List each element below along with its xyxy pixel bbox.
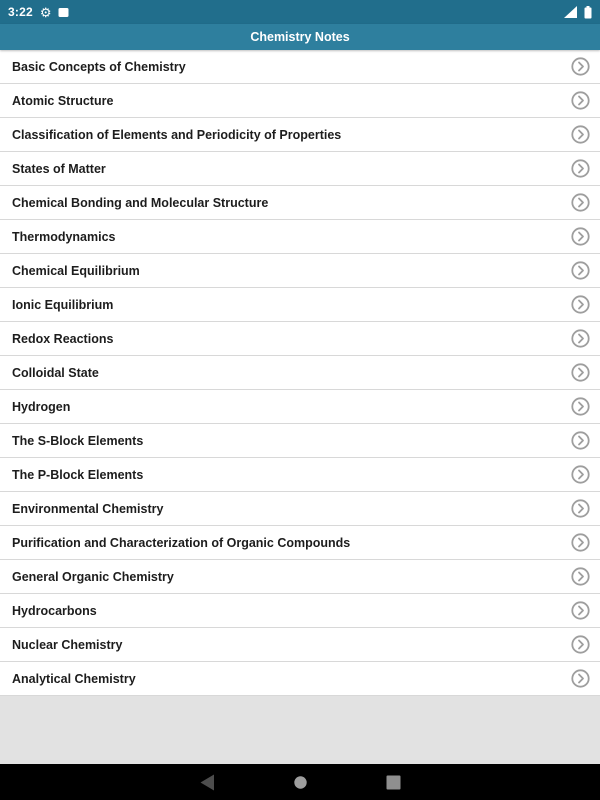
list-item-label: General Organic Chemistry <box>12 569 174 584</box>
recents-button[interactable] <box>386 775 401 790</box>
list-item-label: Chemical Bonding and Molecular Structure <box>12 195 269 210</box>
chevron-right-icon <box>571 159 590 178</box>
back-button[interactable] <box>200 774 215 791</box>
list-item[interactable] <box>0 628 600 662</box>
list-item[interactable] <box>0 254 600 288</box>
chevron-right-icon <box>571 329 590 348</box>
list-item[interactable] <box>0 288 600 322</box>
list-item[interactable] <box>0 390 600 424</box>
app-bar <box>0 24 600 50</box>
list-item-label: Chemical Equilibrium <box>12 263 140 278</box>
list-item-label: Basic Concepts of Chemistry <box>12 59 186 74</box>
chevron-right-icon <box>571 499 590 518</box>
list-item[interactable] <box>0 50 600 84</box>
list-item[interactable] <box>0 458 600 492</box>
status-bar-left <box>8 5 69 19</box>
list-item-label: The S-Block Elements <box>12 433 144 448</box>
chevron-right-icon <box>571 567 590 586</box>
chevron-right-icon <box>571 227 590 246</box>
chevron-right-icon <box>571 533 590 552</box>
list-item[interactable] <box>0 220 600 254</box>
list-item-label: Hydrogen <box>12 399 71 414</box>
list-item[interactable] <box>0 526 600 560</box>
list-item-label: The P-Block Elements <box>12 467 144 482</box>
chevron-right-icon <box>571 193 590 212</box>
content-filler <box>0 696 600 764</box>
list-item[interactable] <box>0 118 600 152</box>
nav-bar <box>0 764 600 800</box>
list-item[interactable] <box>0 492 600 526</box>
list-item-label: Ionic Equilibrium <box>12 297 114 312</box>
wifi-icon <box>564 6 577 18</box>
home-button[interactable] <box>293 775 308 790</box>
chevron-right-icon <box>571 295 590 314</box>
chevron-right-icon <box>571 57 590 76</box>
chevron-right-icon <box>571 91 590 110</box>
list-item[interactable] <box>0 560 600 594</box>
topic-list <box>0 50 600 696</box>
chevron-right-icon <box>571 601 590 620</box>
list-item[interactable] <box>0 152 600 186</box>
status-time: 3:22 <box>8 5 33 19</box>
list-item[interactable] <box>0 356 600 390</box>
list-item[interactable] <box>0 594 600 628</box>
chevron-right-icon <box>571 431 590 450</box>
list-item-label: Analytical Chemistry <box>12 671 136 686</box>
chevron-right-icon <box>571 363 590 382</box>
page-title: Chemistry Notes <box>250 30 350 44</box>
list-item[interactable] <box>0 84 600 118</box>
list-item-label: Atomic Structure <box>12 93 114 108</box>
photo-icon <box>58 7 69 18</box>
list-item-label: Nuclear Chemistry <box>12 637 123 652</box>
gear-icon: ⚙ <box>39 4 52 20</box>
list-item[interactable] <box>0 662 600 696</box>
list-item-label: Redox Reactions <box>12 331 114 346</box>
chevron-right-icon <box>571 261 590 280</box>
chevron-right-icon <box>571 397 590 416</box>
chevron-right-icon <box>571 125 590 144</box>
battery-icon <box>584 6 592 19</box>
chevron-right-icon <box>571 669 590 688</box>
list-item[interactable] <box>0 424 600 458</box>
list-item-label: States of Matter <box>12 161 106 176</box>
chevron-right-icon <box>571 465 590 484</box>
chevron-right-icon <box>571 635 590 654</box>
list-item-label: Environmental Chemistry <box>12 501 164 516</box>
status-bar-right <box>564 6 592 19</box>
list-item-label: Classification of Elements and Periodicity of Properties <box>12 127 342 142</box>
status-bar <box>0 0 600 24</box>
list-item[interactable] <box>0 322 600 356</box>
list-item-label: Purification and Characterization of Organic Compounds <box>12 535 351 550</box>
list-item-label: Thermodynamics <box>12 229 116 244</box>
list-item-label: Colloidal State <box>12 365 99 380</box>
list-item[interactable] <box>0 186 600 220</box>
list-item-label: Hydrocarbons <box>12 603 97 618</box>
